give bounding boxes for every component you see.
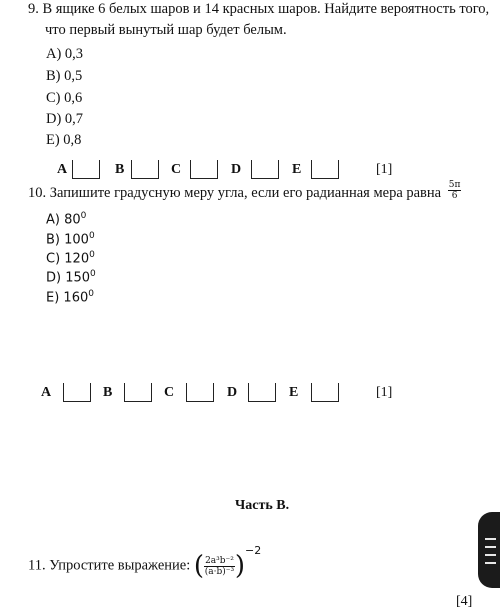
- q10-option-b: B) $100^0$: [46, 231, 95, 248]
- q9-line2: что первый вынутый шар будет белым.: [45, 22, 287, 38]
- q9-option-d: D) 0,7: [46, 111, 84, 127]
- q10-fraction-denominator: 6: [451, 191, 458, 201]
- answer-box-e[interactable]: [311, 160, 339, 179]
- q9-option-b: B) 0,5: [46, 68, 83, 84]
- q9-option-a: A) 0,3: [46, 46, 84, 62]
- answer-row-2: [0, 383, 500, 405]
- q10-option-d: D) $150^0$: [46, 269, 96, 286]
- answer-box-c[interactable]: [190, 160, 218, 179]
- answer-box-b[interactable]: [131, 160, 159, 179]
- answer-letter-a: A: [57, 162, 68, 177]
- side-tab-handle[interactable]: [478, 512, 500, 588]
- answer-letter-c: C: [171, 162, 182, 177]
- answer-box-a[interactable]: [72, 160, 100, 179]
- answer-box-d[interactable]: [251, 160, 279, 179]
- q9-option-e: E) 0,8: [46, 132, 82, 148]
- q9-line1: 9. В ящике 6 белых шаров и 14 красных шаров. Найдите вероятность того,: [28, 1, 490, 17]
- handle-line-icon: [485, 538, 496, 540]
- q11-close-paren: ): [234, 551, 246, 581]
- answer-box-d[interactable]: [248, 383, 276, 402]
- answer-box-a[interactable]: [63, 383, 91, 402]
- q10-option-a: A) $80^0$: [46, 211, 87, 228]
- handle-line-icon: [485, 554, 496, 556]
- q10-option-c: C) $120^0$: [46, 250, 95, 267]
- q11-exponent: −2: [245, 543, 262, 557]
- answer-letter-d: D: [227, 385, 238, 400]
- answer-box-c[interactable]: [186, 383, 214, 402]
- handle-line-icon: [485, 562, 496, 564]
- score-label: [1]: [376, 162, 393, 177]
- answer-row-1: [0, 160, 500, 182]
- answer-letter-d: D: [231, 162, 242, 177]
- answer-letter-e: E: [292, 162, 302, 177]
- q10-text: [28, 180, 461, 204]
- q11-numerator: 2a³b⁻²: [205, 555, 234, 566]
- answer-letter-a: A: [41, 385, 52, 400]
- q10-option-e: E) $160^0$: [46, 289, 94, 306]
- answer-letter-b: B: [103, 385, 113, 400]
- q11-fraction: [204, 556, 235, 577]
- answer-box-b[interactable]: [124, 383, 152, 402]
- score-4-label: [4]: [456, 594, 473, 609]
- q10-fraction-numerator: 5π: [448, 180, 461, 190]
- q11-question: 11. Упростите выражение:: [28, 557, 191, 574]
- q11: [28, 543, 262, 581]
- answer-letter-c: C: [164, 385, 175, 400]
- answer-letter-e: E: [289, 385, 299, 400]
- q11-open-paren: (: [193, 551, 205, 581]
- q10-question: 10. Запишите градусную меру угла, если его радианная мера равна: [28, 184, 442, 201]
- score-label: [1]: [376, 385, 393, 400]
- part-b-heading: Часть B.: [235, 498, 290, 513]
- q9-option-c: C) 0,6: [46, 90, 83, 106]
- q11-denominator: (a·b)⁻³: [204, 566, 235, 577]
- answer-box-e[interactable]: [311, 383, 339, 402]
- answer-letter-b: B: [115, 162, 125, 177]
- handle-line-icon: [485, 546, 496, 548]
- q10-fraction: [448, 180, 462, 201]
